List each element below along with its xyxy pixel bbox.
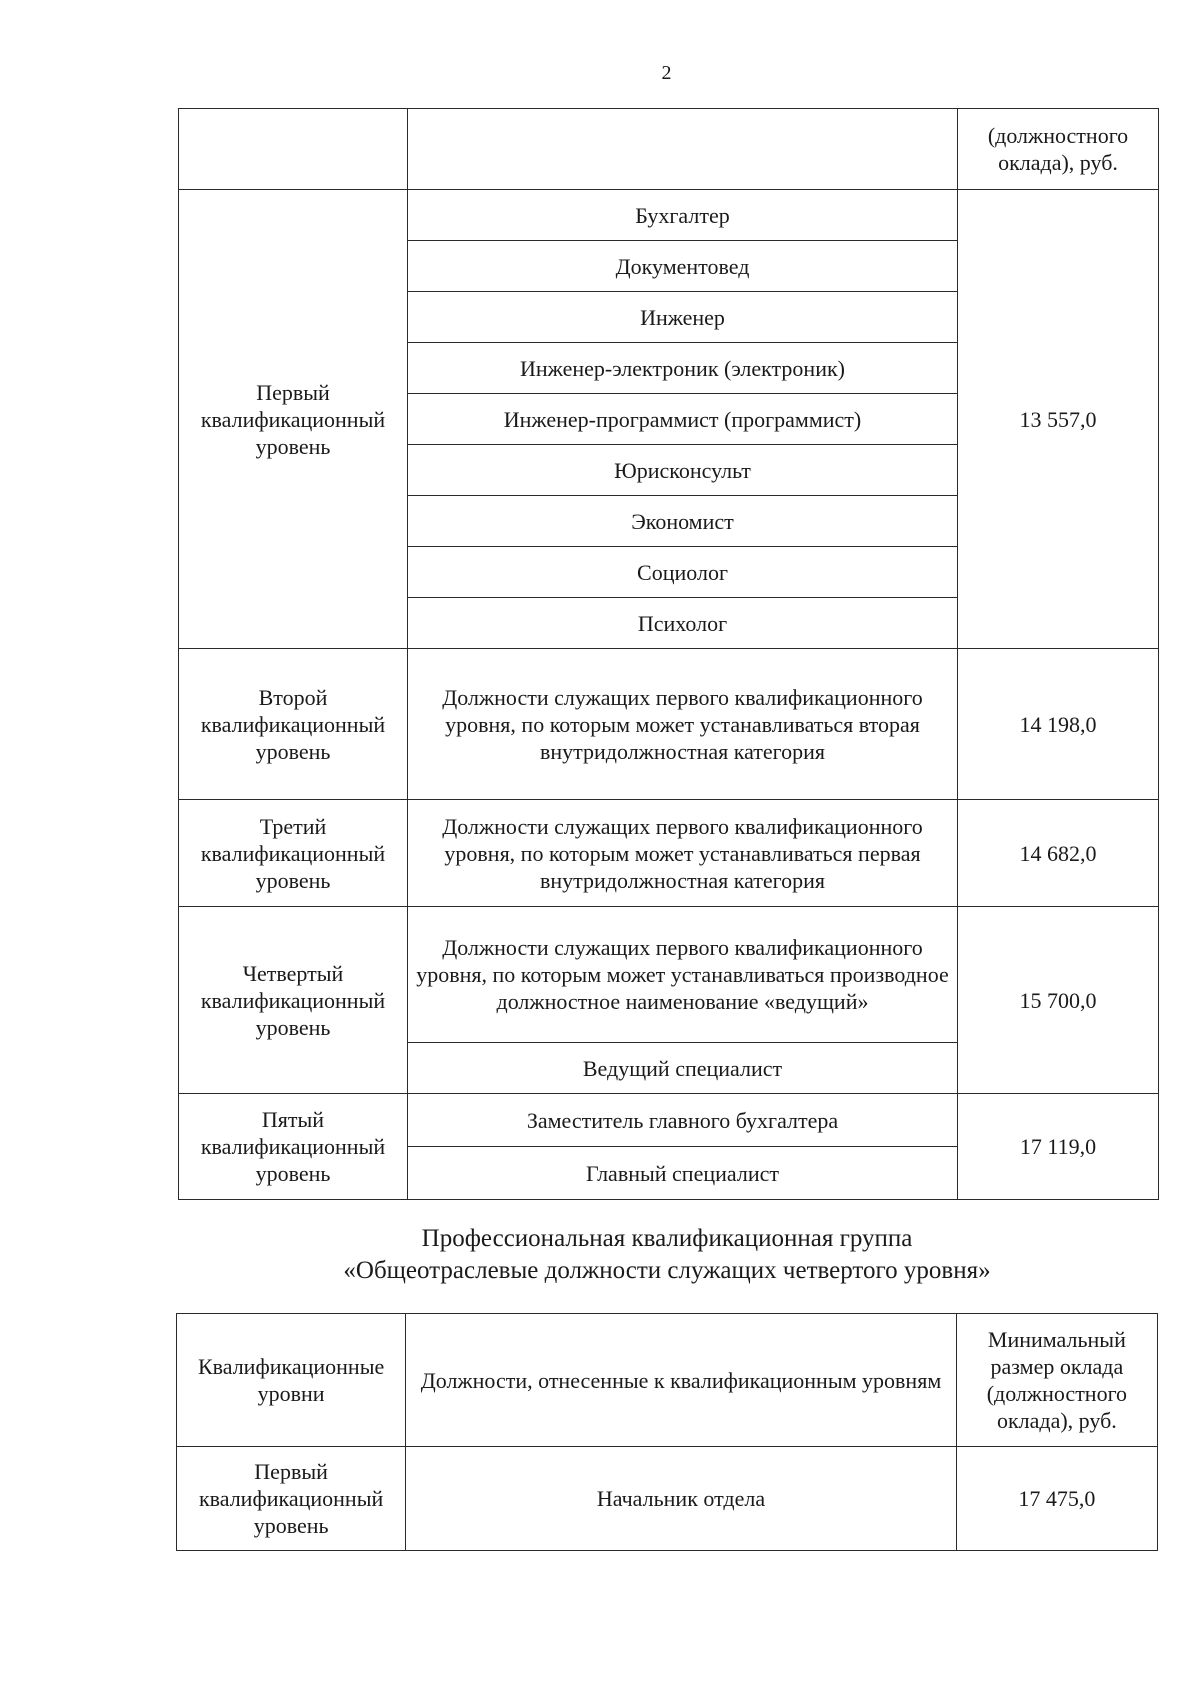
position-cell: Инженер — [408, 292, 958, 343]
table-row — [179, 800, 1159, 907]
header-positions-cell: Должности, отнесенные к квалификационным уровням — [406, 1314, 957, 1447]
table-header-continuation-row — [179, 109, 1159, 190]
level-cell: Пятый квалификационный уровень — [179, 1094, 408, 1200]
table-row — [179, 907, 1159, 1043]
qualification-table-fourth-level — [176, 1313, 1158, 1551]
position-cell: Ведущий специалист — [408, 1043, 958, 1094]
position-cell: Документовед — [408, 241, 958, 292]
table-row — [179, 1094, 1159, 1147]
table-row — [179, 190, 1159, 241]
header-salary-cell: (должностного оклада), руб. — [958, 109, 1159, 190]
position-cell: Заместитель главного бухгалтера — [408, 1094, 958, 1147]
position-cell: Главный специалист — [408, 1147, 958, 1200]
position-cell: Юрисконсульт — [408, 445, 958, 496]
position-cell: Должности служащих первого квалификационного уровня, по которым может устанавливаться первая внутридолжностная категория — [408, 800, 958, 907]
header-level-cell — [179, 109, 408, 190]
position-cell: Психолог — [408, 598, 958, 649]
header-level-cell: Квалификационные уровни — [177, 1314, 406, 1447]
salary-cell: 14 682,0 — [958, 800, 1159, 907]
level-cell: Третий квалификационный уровень — [179, 800, 408, 907]
position-cell: Инженер-программист (программист) — [408, 394, 958, 445]
salary-cell: 17 475,0 — [956, 1447, 1157, 1551]
table-header-row — [177, 1314, 1158, 1447]
table-row — [177, 1447, 1158, 1551]
level-cell: Первый квалификационный уровень — [179, 190, 408, 649]
salary-cell: 15 700,0 — [958, 907, 1159, 1094]
position-cell: Должности служащих первого квалификационного уровня, по которым может устанавливаться производное должностное наименование «ведущий» — [408, 907, 958, 1043]
salary-cell: 17 119,0 — [958, 1094, 1159, 1200]
position-cell: Бухгалтер — [408, 190, 958, 241]
position-cell: Начальник отдела — [406, 1447, 957, 1551]
level-cell: Второй квалификационный уровень — [179, 649, 408, 800]
position-cell: Экономист — [408, 496, 958, 547]
position-cell: Должности служащих первого квалификационного уровня, по которым может устанавливаться вторая внутридолжностная категория — [408, 649, 958, 800]
level-cell: Четвертый квалификационный уровень — [179, 907, 408, 1094]
salary-cell: 13 557,0 — [958, 190, 1159, 649]
section-title-line-1: Профессиональная квалификационная группа — [421, 1225, 913, 1252]
header-positions-cell — [408, 109, 958, 190]
header-salary-cell: Минимальный размер оклада (должностного оклада), руб. — [956, 1314, 1157, 1447]
section-title-line-2: «Общеотраслевые должности служащих четвертого уровня» — [343, 1257, 991, 1284]
section-title — [176, 1223, 1158, 1287]
page-number: 2 — [661, 62, 672, 84]
table-row — [179, 649, 1159, 800]
salary-cell: 14 198,0 — [958, 649, 1159, 800]
position-cell: Инженер-электроник (электроник) — [408, 343, 958, 394]
level-cell: Первый квалификационный уровень — [177, 1447, 406, 1551]
qualification-table-third-level — [178, 108, 1159, 1200]
position-cell: Социолог — [408, 547, 958, 598]
